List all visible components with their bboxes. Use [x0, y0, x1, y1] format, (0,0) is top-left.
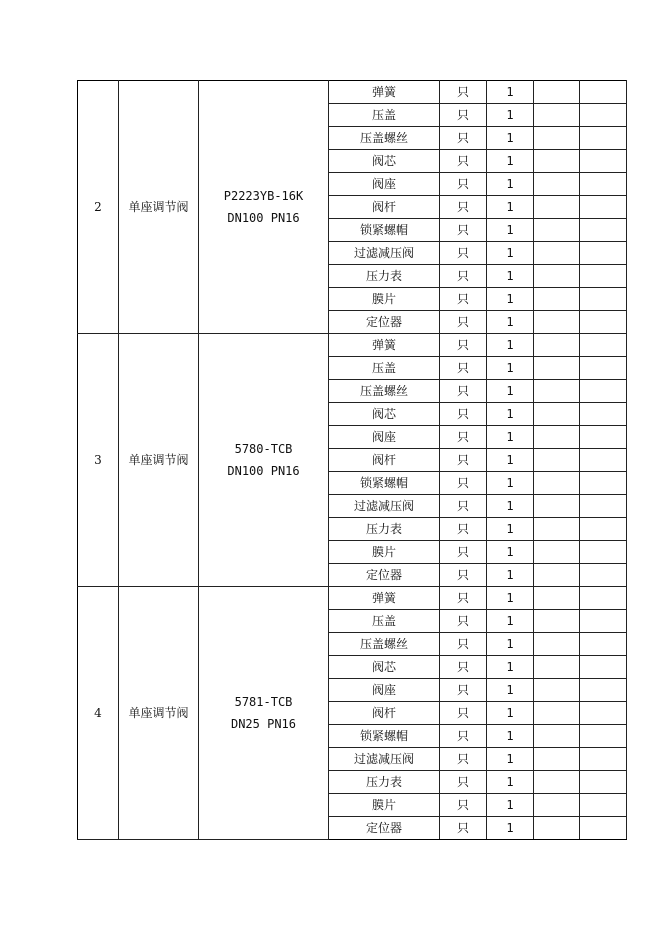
empty-cell: [534, 265, 580, 288]
empty-cell: [580, 104, 627, 127]
part-name-cell: 阀座: [329, 426, 440, 449]
unit-cell: 只: [440, 265, 487, 288]
quantity-cell: 1: [487, 610, 534, 633]
item-index-cell: 4: [78, 587, 119, 840]
quantity-cell: 1: [487, 587, 534, 610]
model-spec: DN100 PN16: [227, 464, 300, 478]
quantity-cell: 1: [487, 81, 534, 104]
empty-cell: [534, 771, 580, 794]
part-name-cell: 过滤减压阀: [329, 495, 440, 518]
empty-cell: [534, 587, 580, 610]
empty-cell: [534, 725, 580, 748]
quantity-cell: 1: [487, 219, 534, 242]
empty-cell: [580, 219, 627, 242]
empty-cell: [534, 472, 580, 495]
table-row: [78, 81, 627, 104]
empty-cell: [534, 219, 580, 242]
empty-cell: [580, 403, 627, 426]
quantity-cell: 1: [487, 265, 534, 288]
quantity-cell: 1: [487, 564, 534, 587]
part-name-cell: 锁紧螺帽: [329, 725, 440, 748]
unit-cell: 只: [440, 127, 487, 150]
quantity-cell: 1: [487, 702, 534, 725]
empty-cell: [580, 633, 627, 656]
empty-cell: [580, 380, 627, 403]
quantity-cell: 1: [487, 173, 534, 196]
unit-cell: 只: [440, 334, 487, 357]
empty-cell: [580, 518, 627, 541]
part-name-cell: 压盖: [329, 357, 440, 380]
quantity-cell: 1: [487, 656, 534, 679]
empty-cell: [534, 150, 580, 173]
part-name-cell: 阀杆: [329, 449, 440, 472]
unit-cell: 只: [440, 380, 487, 403]
quantity-cell: 1: [487, 725, 534, 748]
part-name-cell: 过滤减压阀: [329, 748, 440, 771]
quantity-cell: 1: [487, 472, 534, 495]
empty-cell: [580, 794, 627, 817]
empty-cell: [534, 81, 580, 104]
empty-cell: [580, 679, 627, 702]
unit-cell: 只: [440, 426, 487, 449]
quantity-cell: 1: [487, 817, 534, 840]
quantity-cell: 1: [487, 104, 534, 127]
part-name-cell: 弹簧: [329, 587, 440, 610]
valve-name-cell: 单座调节阀: [119, 587, 199, 840]
empty-cell: [534, 403, 580, 426]
unit-cell: 只: [440, 311, 487, 334]
empty-cell: [534, 656, 580, 679]
unit-cell: 只: [440, 564, 487, 587]
quantity-cell: 1: [487, 748, 534, 771]
empty-cell: [534, 518, 580, 541]
quantity-cell: 1: [487, 242, 534, 265]
unit-cell: 只: [440, 357, 487, 380]
empty-cell: [580, 610, 627, 633]
empty-cell: [580, 587, 627, 610]
part-name-cell: 压力表: [329, 518, 440, 541]
quantity-cell: 1: [487, 794, 534, 817]
unit-cell: 只: [440, 748, 487, 771]
item-index-cell: 3: [78, 334, 119, 587]
unit-cell: 只: [440, 449, 487, 472]
part-name-cell: 阀芯: [329, 403, 440, 426]
empty-cell: [580, 495, 627, 518]
model-number: P2223YB-16K: [223, 189, 304, 203]
model-spec: DN25 PN16: [230, 717, 297, 731]
empty-cell: [534, 288, 580, 311]
quantity-cell: 1: [487, 357, 534, 380]
quantity-cell: 1: [487, 449, 534, 472]
empty-cell: [580, 173, 627, 196]
empty-cell: [534, 564, 580, 587]
part-name-cell: 阀芯: [329, 150, 440, 173]
unit-cell: 只: [440, 288, 487, 311]
empty-cell: [580, 748, 627, 771]
quantity-cell: 1: [487, 288, 534, 311]
quantity-cell: 1: [487, 150, 534, 173]
part-name-cell: 膜片: [329, 541, 440, 564]
empty-cell: [580, 725, 627, 748]
empty-cell: [580, 656, 627, 679]
unit-cell: 只: [440, 725, 487, 748]
model-spec: DN100 PN16: [227, 211, 300, 225]
unit-cell: 只: [440, 541, 487, 564]
part-name-cell: 锁紧螺帽: [329, 472, 440, 495]
item-index-cell: 2: [78, 81, 119, 334]
unit-cell: 只: [440, 771, 487, 794]
empty-cell: [534, 380, 580, 403]
empty-cell: [534, 541, 580, 564]
empty-cell: [534, 817, 580, 840]
unit-cell: 只: [440, 518, 487, 541]
quantity-cell: 1: [487, 495, 534, 518]
empty-cell: [534, 242, 580, 265]
valve-model-cell: [199, 587, 329, 840]
empty-cell: [534, 633, 580, 656]
empty-cell: [580, 311, 627, 334]
model-number: 5781-TCB: [234, 695, 293, 709]
empty-cell: [534, 794, 580, 817]
unit-cell: 只: [440, 219, 487, 242]
unit-cell: 只: [440, 587, 487, 610]
quantity-cell: 1: [487, 633, 534, 656]
part-name-cell: 压盖螺丝: [329, 380, 440, 403]
empty-cell: [534, 610, 580, 633]
empty-cell: [534, 357, 580, 380]
part-name-cell: 锁紧螺帽: [329, 219, 440, 242]
empty-cell: [580, 449, 627, 472]
table-row: [78, 587, 627, 610]
quantity-cell: 1: [487, 771, 534, 794]
empty-cell: [534, 104, 580, 127]
quantity-cell: 1: [487, 541, 534, 564]
quantity-cell: 1: [487, 127, 534, 150]
unit-cell: 只: [440, 173, 487, 196]
empty-cell: [534, 495, 580, 518]
empty-cell: [534, 702, 580, 725]
empty-cell: [580, 472, 627, 495]
table-body: [78, 81, 627, 840]
part-name-cell: 压盖螺丝: [329, 127, 440, 150]
empty-cell: [580, 265, 627, 288]
valve-name-cell: 单座调节阀: [119, 334, 199, 587]
unit-cell: 只: [440, 817, 487, 840]
empty-cell: [534, 748, 580, 771]
part-name-cell: 压盖: [329, 610, 440, 633]
part-name-cell: 膜片: [329, 288, 440, 311]
unit-cell: 只: [440, 702, 487, 725]
unit-cell: 只: [440, 196, 487, 219]
part-name-cell: 阀杆: [329, 702, 440, 725]
table-row: [78, 334, 627, 357]
quantity-cell: 1: [487, 380, 534, 403]
empty-cell: [534, 426, 580, 449]
quantity-cell: 1: [487, 403, 534, 426]
empty-cell: [534, 449, 580, 472]
unit-cell: 只: [440, 495, 487, 518]
empty-cell: [534, 311, 580, 334]
unit-cell: 只: [440, 104, 487, 127]
unit-cell: 只: [440, 633, 487, 656]
empty-cell: [580, 771, 627, 794]
valve-name-cell: 单座调节阀: [119, 81, 199, 334]
unit-cell: 只: [440, 656, 487, 679]
unit-cell: 只: [440, 242, 487, 265]
part-name-cell: 阀杆: [329, 196, 440, 219]
part-name-cell: 阀芯: [329, 656, 440, 679]
unit-cell: 只: [440, 794, 487, 817]
unit-cell: 只: [440, 150, 487, 173]
empty-cell: [580, 334, 627, 357]
empty-cell: [580, 817, 627, 840]
model-number: 5780-TCB: [234, 442, 293, 456]
empty-cell: [534, 334, 580, 357]
part-name-cell: 压盖: [329, 104, 440, 127]
part-name-cell: 压力表: [329, 771, 440, 794]
unit-cell: 只: [440, 403, 487, 426]
empty-cell: [580, 357, 627, 380]
unit-cell: 只: [440, 679, 487, 702]
empty-cell: [580, 564, 627, 587]
quantity-cell: 1: [487, 196, 534, 219]
empty-cell: [580, 196, 627, 219]
empty-cell: [534, 173, 580, 196]
part-name-cell: 弹簧: [329, 81, 440, 104]
empty-cell: [534, 127, 580, 150]
valve-model-cell: [199, 334, 329, 587]
quantity-cell: 1: [487, 518, 534, 541]
part-name-cell: 过滤减压阀: [329, 242, 440, 265]
empty-cell: [534, 196, 580, 219]
quantity-cell: 1: [487, 679, 534, 702]
empty-cell: [580, 702, 627, 725]
part-name-cell: 定位器: [329, 817, 440, 840]
unit-cell: 只: [440, 472, 487, 495]
part-name-cell: 定位器: [329, 311, 440, 334]
empty-cell: [534, 679, 580, 702]
valve-model-cell: [199, 81, 329, 334]
part-name-cell: 定位器: [329, 564, 440, 587]
empty-cell: [580, 127, 627, 150]
empty-cell: [580, 81, 627, 104]
spare-parts-table: [77, 80, 627, 840]
unit-cell: 只: [440, 610, 487, 633]
part-name-cell: 压盖螺丝: [329, 633, 440, 656]
empty-cell: [580, 150, 627, 173]
empty-cell: [580, 426, 627, 449]
empty-cell: [580, 541, 627, 564]
empty-cell: [580, 288, 627, 311]
unit-cell: 只: [440, 81, 487, 104]
quantity-cell: 1: [487, 334, 534, 357]
empty-cell: [580, 242, 627, 265]
part-name-cell: 弹簧: [329, 334, 440, 357]
part-name-cell: 膜片: [329, 794, 440, 817]
part-name-cell: 压力表: [329, 265, 440, 288]
quantity-cell: 1: [487, 426, 534, 449]
part-name-cell: 阀座: [329, 173, 440, 196]
part-name-cell: 阀座: [329, 679, 440, 702]
quantity-cell: 1: [487, 311, 534, 334]
